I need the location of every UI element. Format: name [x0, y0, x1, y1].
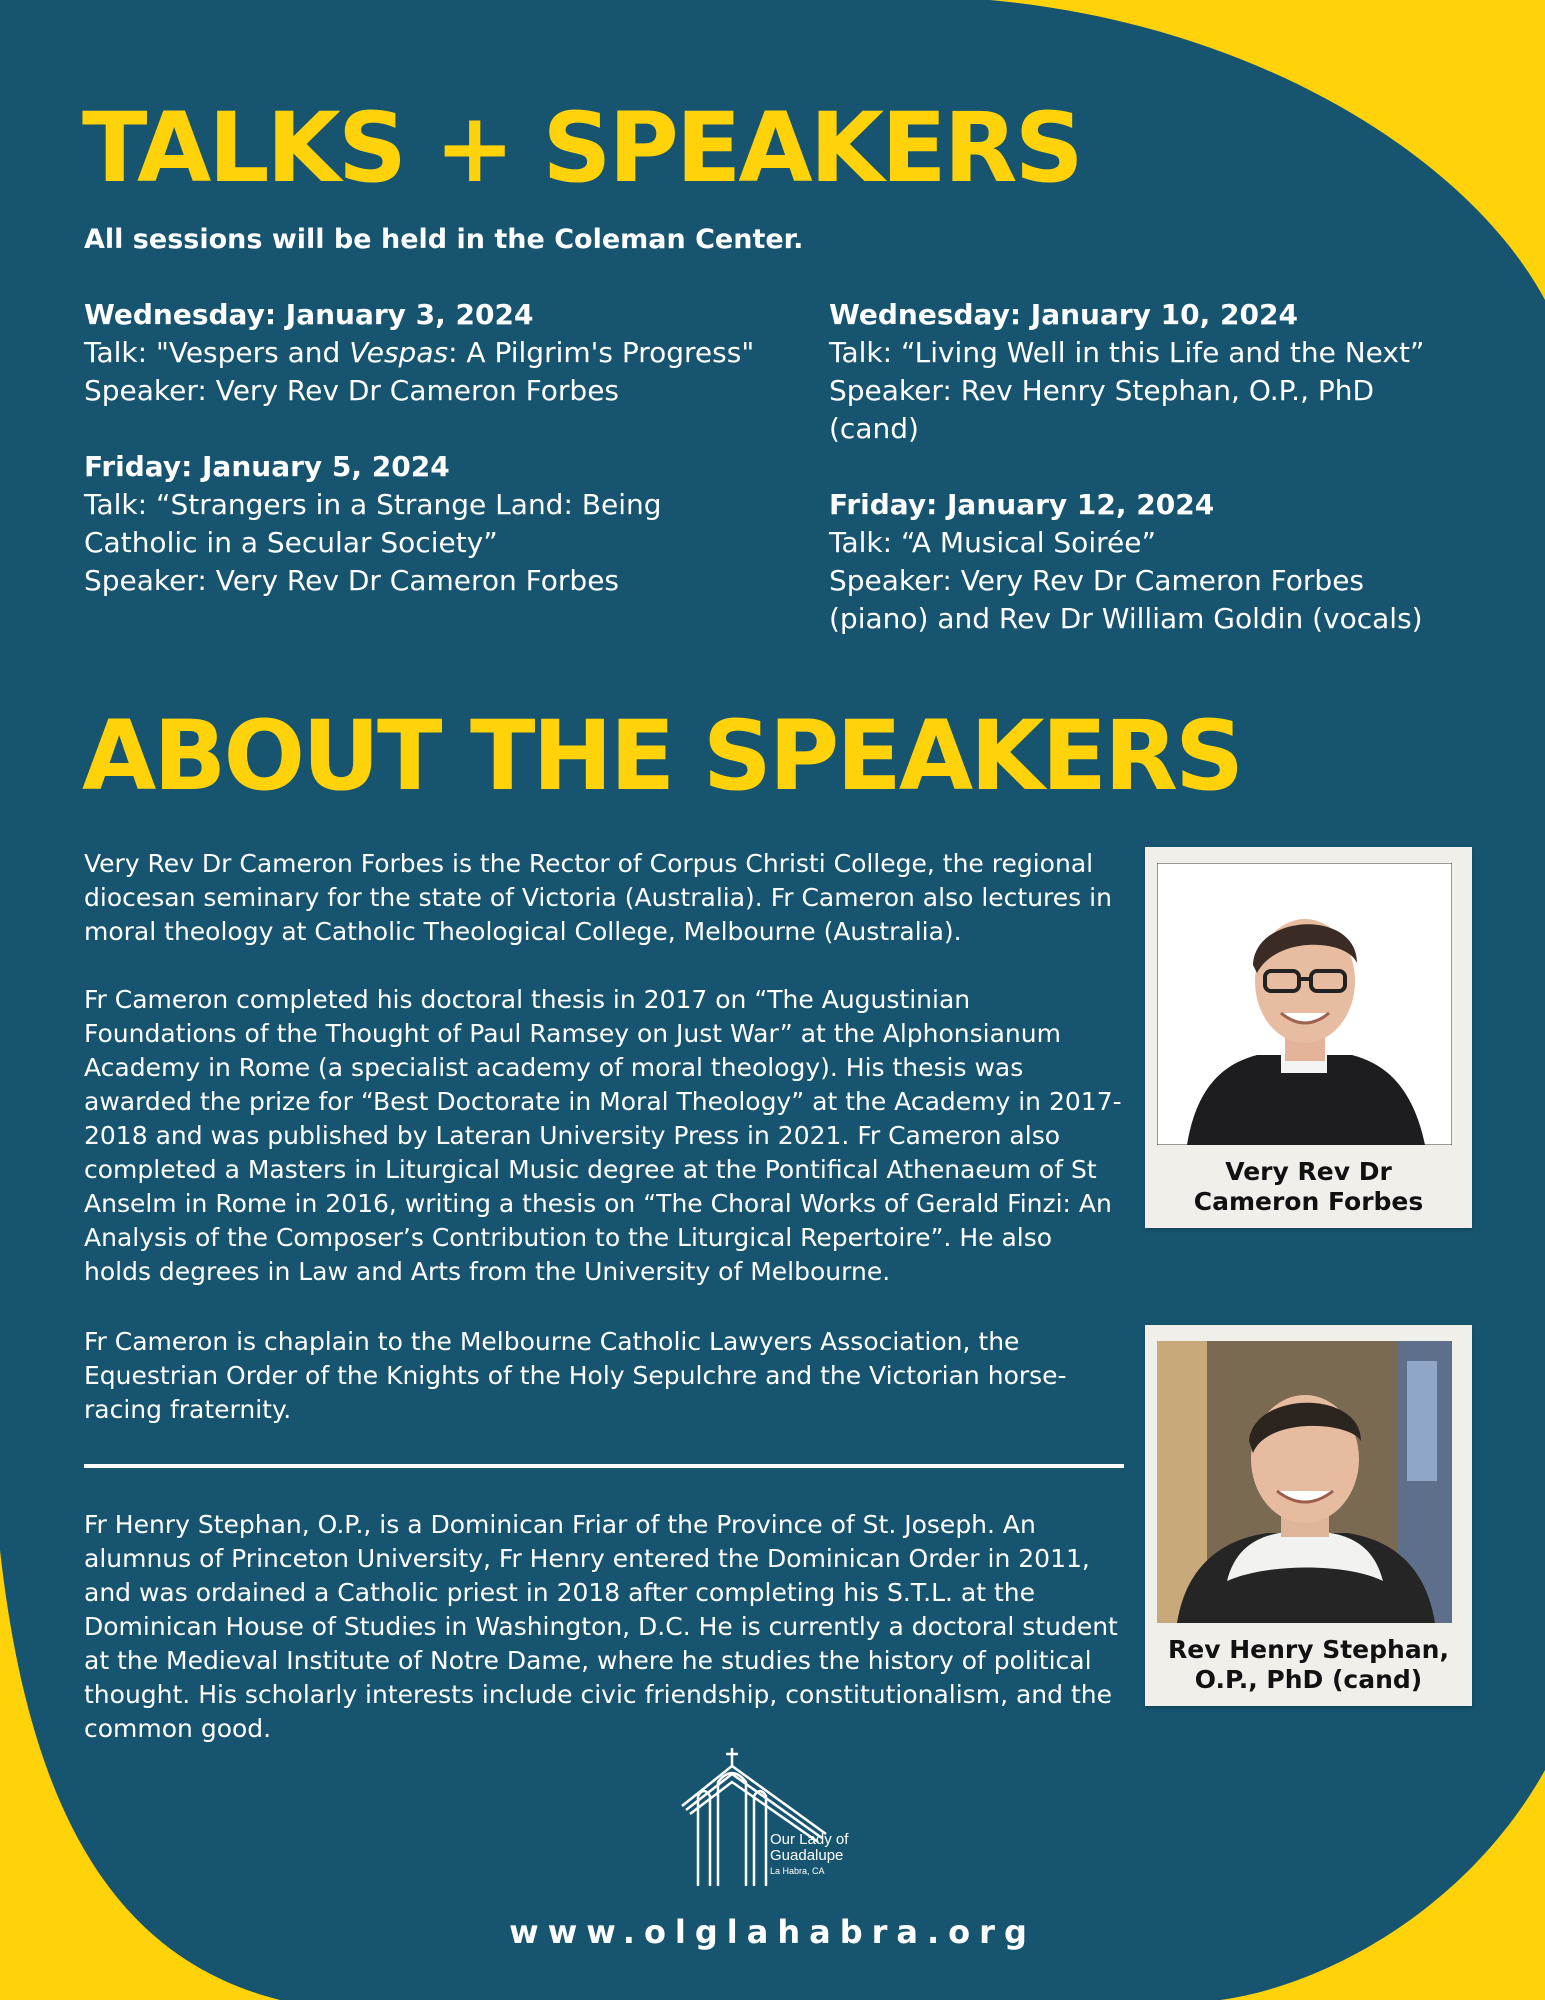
- session-date: Friday: January 5, 2024: [84, 450, 450, 483]
- page-title: TALKS + SPEAKERS: [82, 92, 1081, 204]
- forbes-bio-p1: Very Rev Dr Cameron Forbes is the Rector of Corpus Christi College, the regional diocesan seminary for the state of Victoria (Australia). Fr Cameron also lectures in moral theology at Catholic Theological College, Melbourne (Australia).: [84, 849, 1112, 946]
- speaker-caption-stephan: Rev Henry Stephan, O.P., PhD (cand): [1168, 1635, 1449, 1694]
- stephan-bio: Fr Henry Stephan, O.P., is a Dominican Friar of the Province of St. Joseph. An alumnus of Princeton University, Fr Henry entered the Dominican Order in 2011, and was ordained a Catholic priest in 2018 after completing his S.T.L. at the Dominican House of Studies in Washington, D.C. He is currently a doctoral student at the Medieval Institute of Notre Dame, where he studies the history of political thought. His scholarly interests include civic friendship, constitutionalism, and the common good.: [84, 1510, 1118, 1743]
- page-subtitle: All sessions will be held in the Coleman Center.: [84, 224, 804, 255]
- speaker-photo-stephan: [1157, 1341, 1452, 1623]
- forbes-bio-p3: Fr Cameron is chaplain to the Melbourne Catholic Lawyers Association, the Equestrian Order of the Knights of the Holy Sepulchre and the Victorian horse-racing fraternity.: [84, 1327, 1067, 1424]
- session-speaker: Speaker: Very Rev Dr Cameron Forbes: [84, 374, 620, 407]
- session-jan-12: [829, 486, 1469, 638]
- session-talk: Talk: "Vespers and Vespas: A Pilgrim's Progress": [84, 336, 755, 369]
- section-divider: [84, 1464, 1124, 1468]
- session-date: Wednesday: January 3, 2024: [84, 298, 534, 331]
- session-speaker: Speaker: Rev Henry Stephan, O.P., PhD (cand): [829, 374, 1375, 445]
- logo-location: La Habra, CA: [770, 1866, 825, 1876]
- website-link[interactable]: www.olglahabra.org: [509, 1913, 1036, 1951]
- session-talk: Talk: “Living Well in this Life and the Next”: [829, 336, 1425, 369]
- session-speaker: Speaker: Very Rev Dr Cameron Forbes: [84, 564, 620, 597]
- parish-logo-icon: [676, 1746, 876, 1886]
- logo-name: Our Lady of Guadalupe: [770, 1831, 849, 1864]
- session-talk: Talk: “A Musical Soirée”: [829, 526, 1156, 559]
- session-jan-5: [84, 448, 774, 600]
- speaker-caption-forbes: Very Rev Dr Cameron Forbes: [1193, 1157, 1424, 1216]
- session-talk: Talk: “Strangers in a Strange Land: Being Catholic in a Secular Society”: [84, 488, 662, 559]
- session-date: Wednesday: January 10, 2024: [829, 298, 1298, 331]
- forbes-bio-p2: Fr Cameron completed his doctoral thesis in 2017 on “The Augustinian Foundations of the Thought of Paul Ramsey on Just War” at the Alphonsianum Academy in Rome (a specialist academy of moral theology). His thesis was awarded the prize for “Best Doctorate in Moral Theology” at the Academy in 2017-2018 and was published by Lateran University Press in 2021. Fr Cameron also completed a Masters in Liturgical Music degree at the Pontifical Athenaeum of St Anselm in Rome in 2016, writing a thesis on “The Choral Works of Gerald Finzi: An Analysis of the Composer’s Contribution to the Liturgical Repertoire”. He also holds degrees in Law and Arts from the University of Melbourne.: [84, 985, 1122, 1286]
- session-date: Friday: January 12, 2024: [829, 488, 1215, 521]
- speaker-card-forbes: [1145, 847, 1472, 1228]
- speaker-photo-forbes: [1157, 863, 1452, 1145]
- speaker-card-stephan: [1145, 1325, 1472, 1706]
- session-speaker: Speaker: Very Rev Dr Cameron Forbes (piano) and Rev Dr William Goldin (vocals): [829, 564, 1423, 635]
- about-heading: ABOUT THE SPEAKERS: [82, 700, 1242, 812]
- session-jan-10: [829, 296, 1429, 448]
- session-jan-3: [84, 296, 784, 410]
